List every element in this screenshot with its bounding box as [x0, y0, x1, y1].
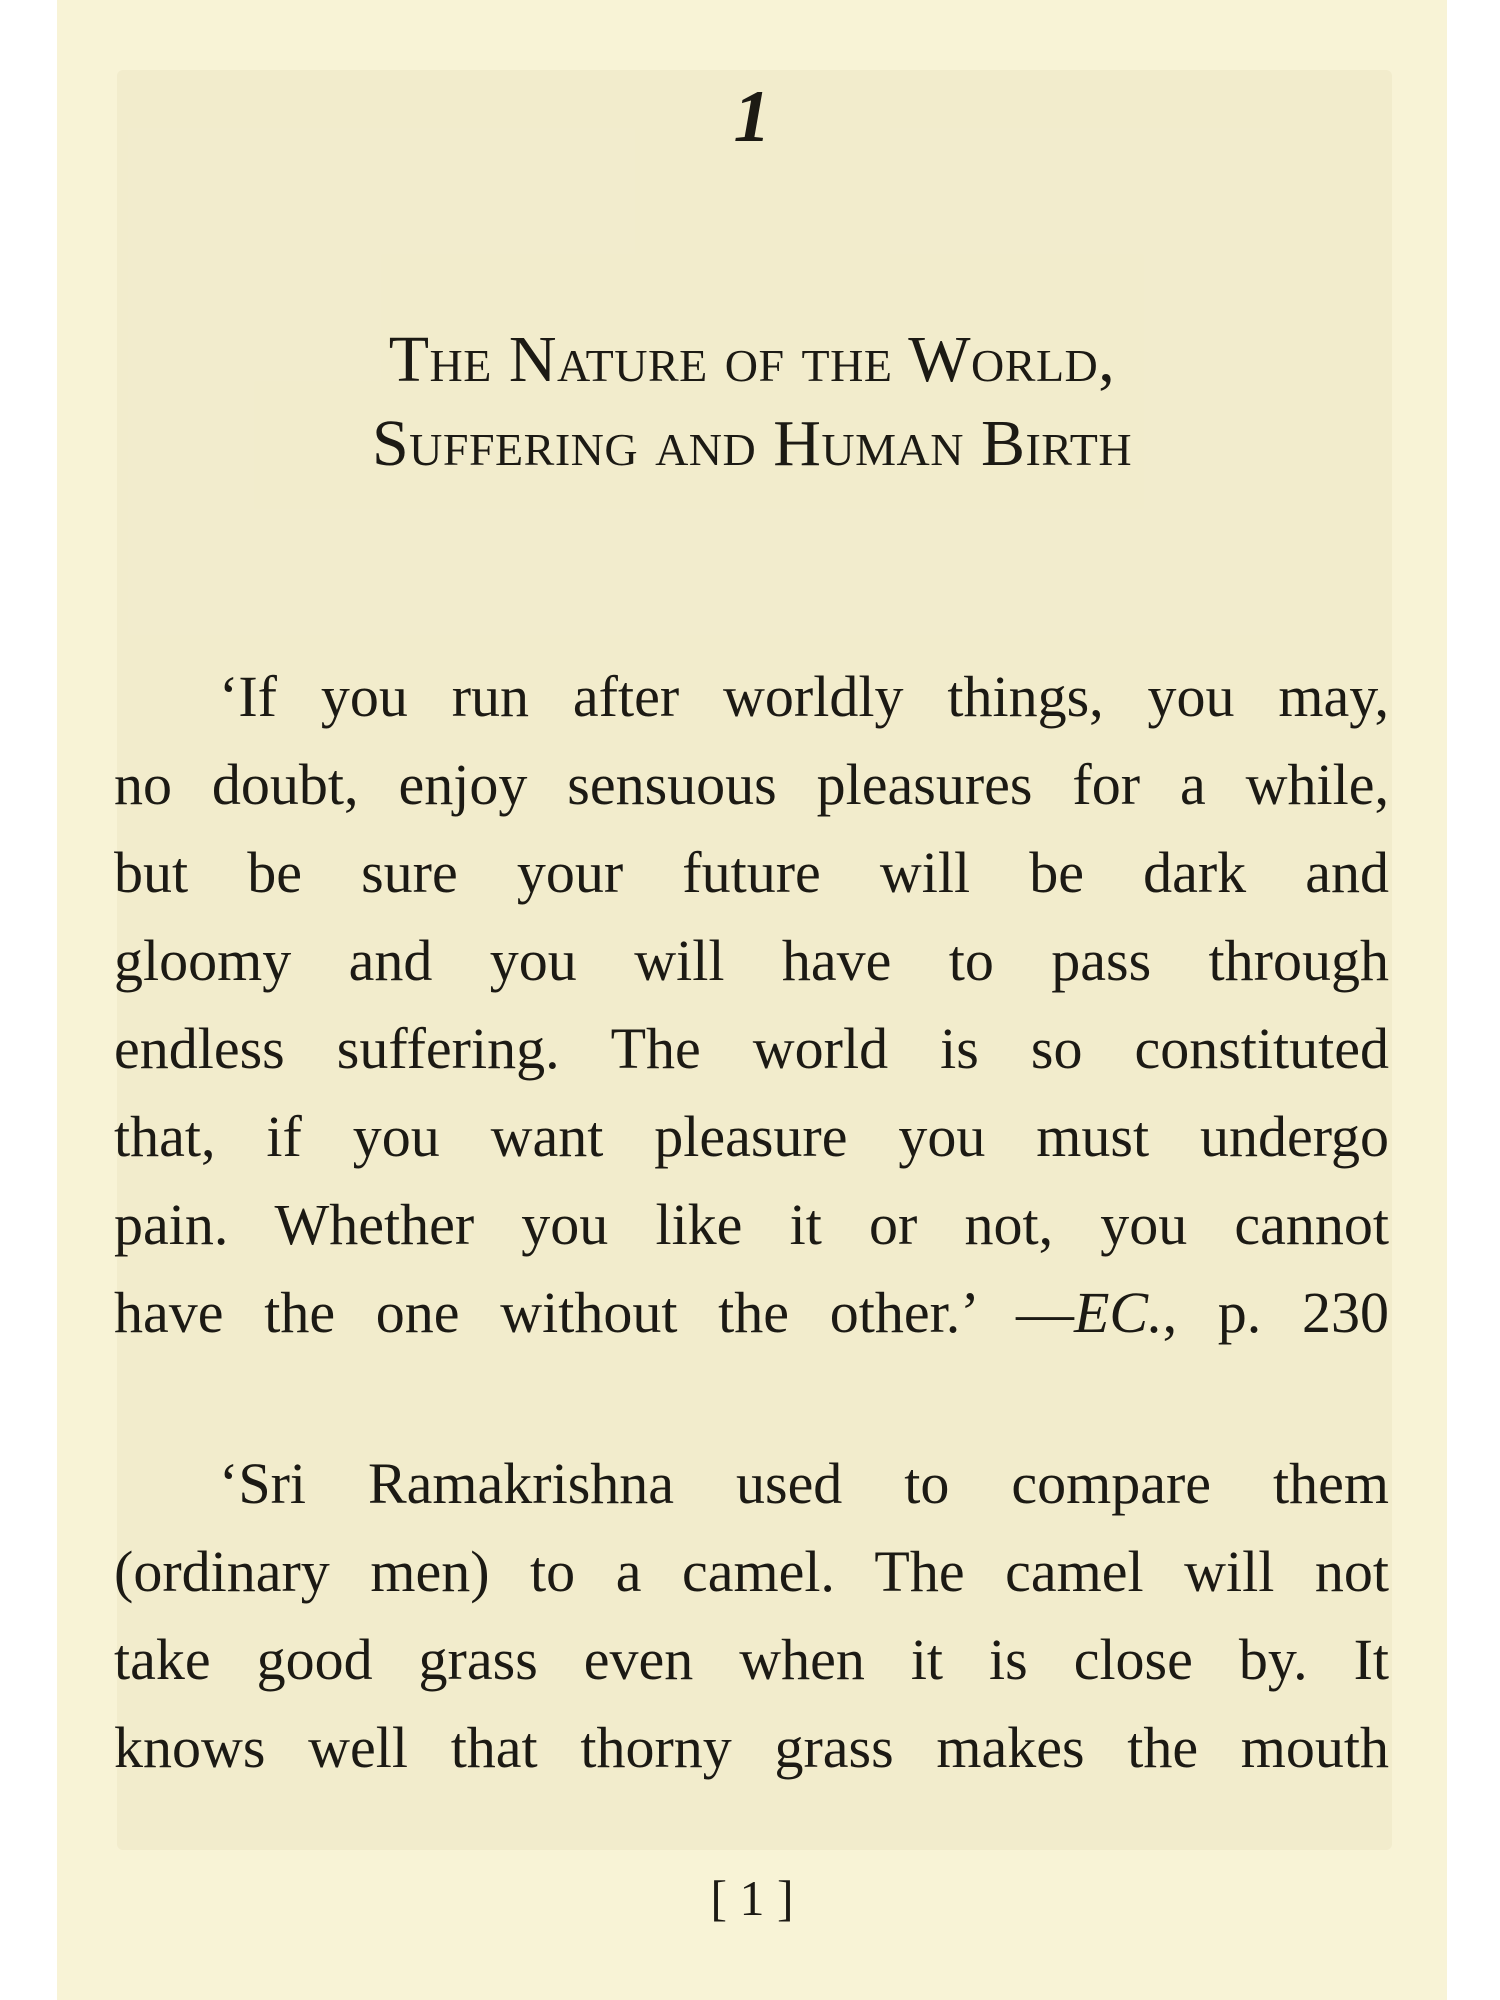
paragraph-1-line: no doubt, enjoy sensuous pleasures for a while,	[114, 752, 1389, 817]
chapter-title-line-2: Suffering and Human Birth	[371, 407, 1133, 480]
citation-source: EC.	[1073, 1280, 1163, 1345]
paragraph-2-line: (ordinary men) to a camel. The camel will not	[114, 1539, 1389, 1604]
paragraph-1-line: endless suffering. The world is so constituted	[114, 1016, 1389, 1081]
paragraph-1-last-line-text: have the one without the other.’ —	[114, 1280, 1074, 1345]
paragraph-2-line: knows well that thorny grass makes the mouth	[114, 1715, 1389, 1780]
paragraph-2-line: ‘Sri Ramakrishna used to compare them	[219, 1451, 1389, 1516]
paragraph-1-line: but be sure your future will be dark and	[114, 840, 1389, 905]
quote-paragraph-2	[114, 1440, 1447, 1792]
citation-page: , p. 230	[1162, 1280, 1390, 1345]
page-folio: [ 1 ]	[710, 1870, 794, 1926]
chapter-title	[57, 318, 1447, 486]
chapter-title-line-1: The Nature of the World,	[388, 323, 1116, 396]
paragraph-1-line: ‘If you run after worldly things, you may,	[219, 664, 1389, 729]
paragraph-1-line: pain. Whether you like it or not, you cannot	[114, 1192, 1389, 1257]
quote-paragraph-1	[114, 653, 1447, 1357]
paragraph-2-line: take good grass even when it is close by. It	[114, 1627, 1389, 1692]
book-page	[57, 0, 1447, 2000]
paragraph-1-line: gloomy and you will have to pass through	[114, 928, 1389, 993]
paragraph-1-last-line	[114, 1269, 1389, 1357]
chapter-number: 1	[733, 76, 771, 158]
paragraph-1-line: that, if you want pleasure you must undergo	[114, 1104, 1389, 1169]
